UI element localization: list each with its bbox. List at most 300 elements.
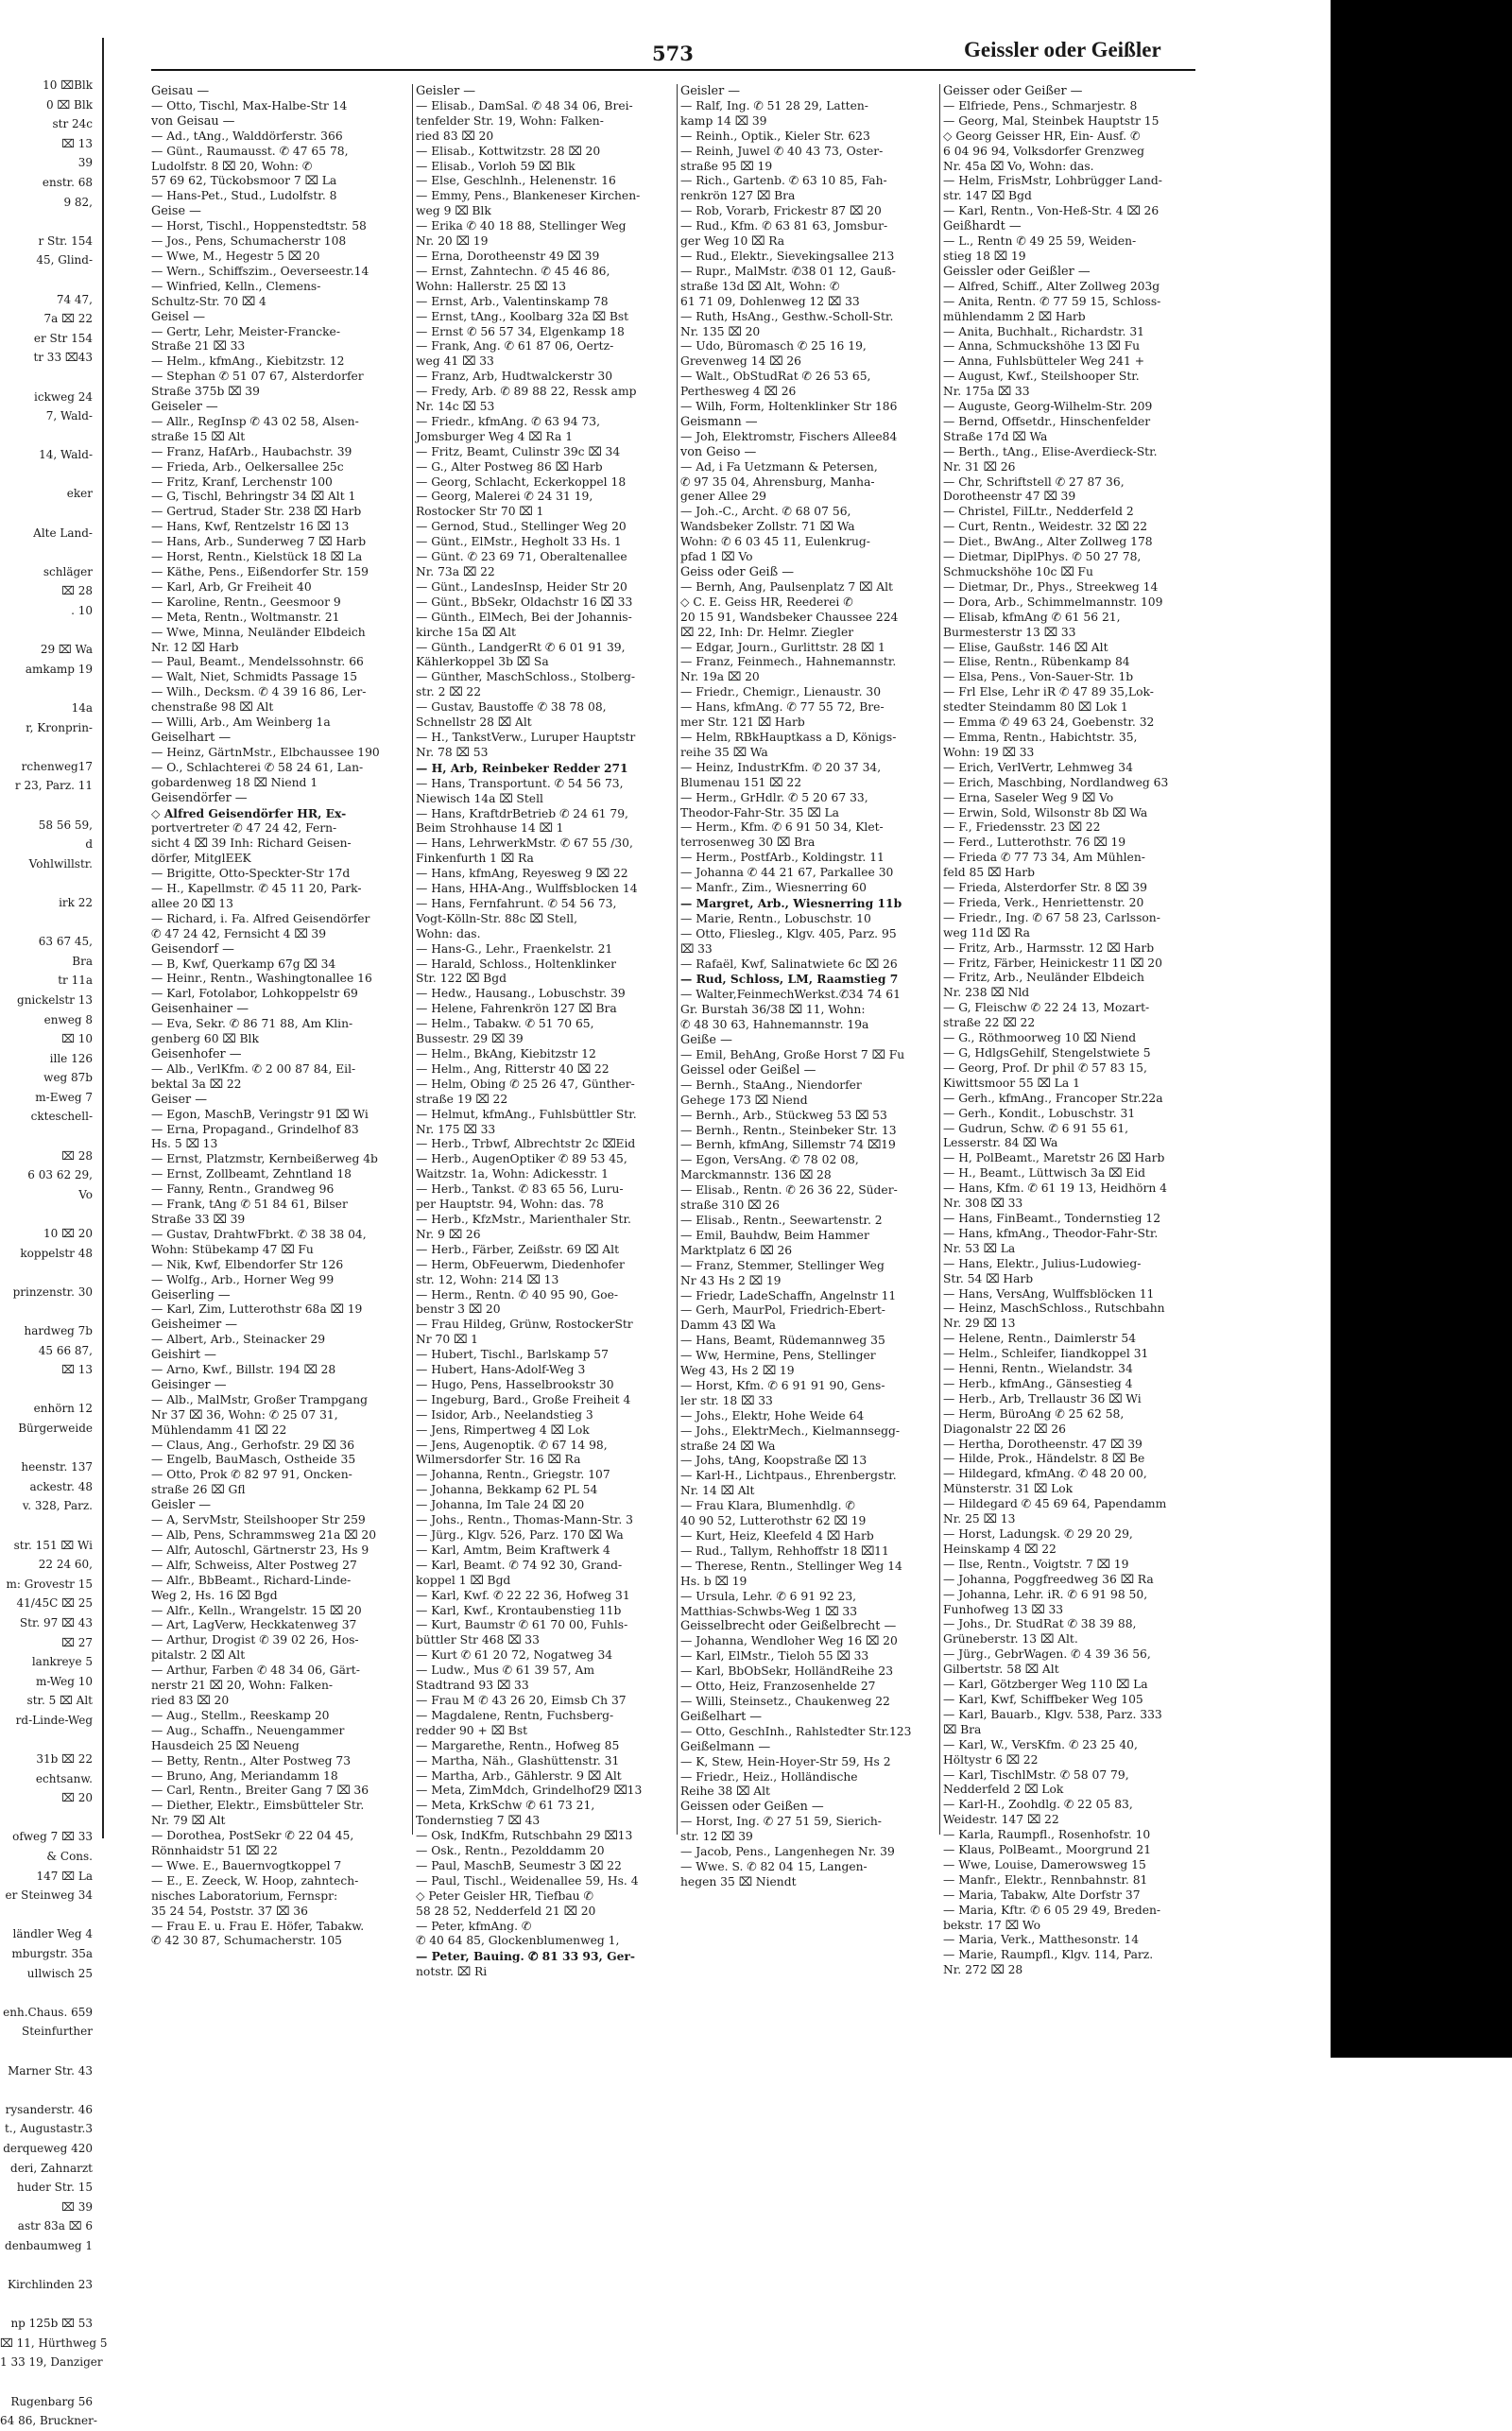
directory-entry: Funhofweg 13 ⌧ 33 <box>943 1602 1064 1616</box>
left-fragment-line: derqueweg 420 <box>3 2141 93 2155</box>
directory-entry: — Wwe, M., Hegestr 5 ⌧ 20 <box>151 249 320 263</box>
surname-heading: Geisenhofer — <box>151 1047 242 1061</box>
directory-entry: — Frank, tAng ✆ 51 84 61, Bilser <box>151 1198 348 1212</box>
directory-entry: Nr. 175a ⌧ 33 <box>943 385 1030 399</box>
directory-entry: — Ferd., Lutterothstr. 76 ⌧ 19 <box>943 836 1126 850</box>
directory-entry: bekstr. 17 ⌧ Wo <box>943 1918 1041 1932</box>
directory-entry: 58 28 52, Nedderfeld 21 ⌧ 20 <box>416 1904 596 1918</box>
directory-entry: — Karl, Kwf., Krontaubenstieg 11b <box>416 1603 622 1617</box>
surname-heading: Geisser oder Geißer — <box>943 84 1083 98</box>
directory-entry: — Johanna, Wendloher Weg 16 ⌧ 20 <box>680 1634 898 1648</box>
directory-entry: Nr. 308 ⌧ 33 <box>943 1197 1023 1211</box>
left-fragment-line <box>0 426 102 446</box>
directory-entry: — Fritz, Kranf, Lerchenstr 100 <box>151 474 333 489</box>
directory-entry: — Helene, Fahrenkrön 127 ⌧ Bra <box>416 1002 617 1016</box>
directory-entry: — Herb., Färber, Zeißstr. 69 ⌧ Alt <box>416 1242 620 1256</box>
directory-entry: Nr. 53 ⌧ La <box>943 1241 1016 1255</box>
left-fragment-line: enh.Chaus. 659 <box>3 2005 93 2019</box>
directory-entry: — Hedw., Hausang., Lobuschstr. 39 <box>416 987 626 1001</box>
directory-entry: — Elise, Rentn., Rübenkamp 84 <box>943 655 1130 669</box>
directory-entry: Nr. 9 ⌧ 26 <box>416 1227 481 1241</box>
directory-entry: — Erika ✆ 40 18 88, Stellinger Weg <box>416 219 627 233</box>
left-fragment-line <box>0 1730 102 1750</box>
directory-entry: — Bernh, kfmAng, Sillemstr 74 ⌧19 <box>680 1138 896 1152</box>
directory-entry: — Frank, Ang. ✆ 61 87 06, Oertz- <box>416 339 614 353</box>
directory-entry: str. 12 ⌧ 39 <box>680 1830 753 1844</box>
left-fragment-line: denbaumweg 1 <box>5 2238 93 2252</box>
directory-entry: — G., Alter Postweg 86 ⌧ Harb <box>416 459 603 474</box>
directory-entry: — Eva, Sekr. ✆ 86 71 88, Am Klin- <box>151 1017 353 1031</box>
directory-entry: — Joh, Elektromstr, Fischers Allee84 <box>680 429 898 443</box>
left-fragment-line: rd-Linde-Weg <box>15 1713 93 1727</box>
surname-heading: Geisinger — <box>151 1377 227 1392</box>
left-fragment-line <box>0 270 102 290</box>
left-fragment-line: huder Str. 15 <box>16 2181 93 2195</box>
surname-heading: Geissen oder Geißen — <box>680 1800 824 1815</box>
directory-entry: Schnellstr 28 ⌧ Alt <box>416 716 532 730</box>
directory-entry: — Gerh, MaurPol, Friedrich-Ebert- <box>680 1303 885 1318</box>
left-fragment-line: heenstr. 137 <box>21 1460 93 1474</box>
directory-entry: — Otto, Prok ✆ 82 97 91, Oncken- <box>151 1468 352 1482</box>
directory-entry: — Franz, HafArb., Haubachstr. 39 <box>151 444 352 458</box>
directory-entry: nisches Laboratorium, Fernspr: <box>151 1888 338 1903</box>
directory-entry: — Rich., Gartenb. ✆ 63 10 85, Fah- <box>680 174 887 188</box>
directory-entry: — Rob, Vorarb, Frickestr 87 ⌧ 20 <box>680 204 882 218</box>
directory-entry: — Karl, Kwf, Schiffbeker Weg 105 <box>943 1692 1143 1706</box>
directory-entry: — Fanny, Rentn., Grandweg 96 <box>151 1182 335 1197</box>
left-fragment-line: & Cons. <box>46 1850 93 1864</box>
directory-entry: — Hildegard ✆ 45 69 64, Papendamm <box>943 1497 1167 1511</box>
directory-entry: — Horst, Rentn., Kielstück 18 ⌧ La <box>151 550 363 564</box>
left-fragment-line: ackestr. 48 <box>29 1479 93 1493</box>
directory-entry: — Elise, Gaußstr. 146 ⌧ Alt <box>943 640 1108 654</box>
directory-entry: Weg 2, Hs. 16 ⌧ Bgd <box>151 1588 278 1602</box>
left-fragment-line: . 10 <box>71 604 93 618</box>
left-fragment-line: Marner Str. 43 <box>8 2063 93 2078</box>
directory-entry: — Karl, TischlMstr. ✆ 58 07 79, <box>943 1767 1129 1782</box>
directory-entry: — Jürg., Klgv. 526, Parz. 170 ⌧ Wa <box>416 1528 624 1542</box>
directory-entry: straße 26 ⌧ Gfl <box>151 1483 246 1497</box>
directory-entry: — Marie, Raumpfl., Klgv. 114, Parz. <box>943 1948 1154 1962</box>
directory-entry: — Egon, MaschB, Veringstr 91 ⌧ Wi <box>151 1107 369 1121</box>
directory-entry: — Rud, Schloss, LM, Raamstieg 7 <box>680 972 899 987</box>
left-fragment-line: 29 ⌧ Wa <box>40 643 93 657</box>
directory-entry: — Wilh., Decksm. ✆ 4 39 16 86, Ler- <box>151 685 367 699</box>
directory-entry: — Anita, Rentn. ✆ 77 59 15, Schloss- <box>943 294 1161 308</box>
directory-entry: — Gertr, Lehr, Meister-Francke- <box>151 324 340 338</box>
left-fragment-line: Alte Land- <box>33 526 93 540</box>
left-fragment-line <box>0 1127 102 1147</box>
directory-entry: — Hans, Kwf, Rentzelstr 16 ⌧ 13 <box>151 520 350 534</box>
directory-entry: — Johs., Elektr, Hohe Weide 64 <box>680 1408 865 1422</box>
directory-column-4 <box>943 84 1200 1977</box>
left-fragment-line <box>0 1380 102 1400</box>
directory-entry: — Chr, Schriftstell ✆ 27 87 36, <box>943 474 1125 489</box>
left-fragment-line: 74 47, <box>56 292 93 306</box>
directory-entry: — Frau Klara, Blumenhdlg. ✆ <box>680 1499 855 1513</box>
directory-entry: — Walter,FeinmechWerkst.✆34 74 61 <box>680 988 901 1002</box>
directory-entry: Tondernstieg 7 ⌧ 43 <box>416 1814 541 1828</box>
directory-entry: büttler Str 468 ⌧ 33 <box>416 1633 540 1647</box>
left-fragment-line: 14, Wald- <box>39 448 93 462</box>
directory-entry: 35 24 54, Poststr. 37 ⌧ 36 <box>151 1904 308 1918</box>
directory-entry: — Fritz, Arb., Harmsstr. 12 ⌧ Harb <box>943 940 1155 955</box>
left-fragment-line: ländler Weg 4 <box>12 1927 93 1941</box>
directory-entry: — Hans, kfmAng. ✆ 77 55 72, Bre- <box>680 700 885 715</box>
directory-entry: — Günth., ElMech, Bei der Johannis- <box>416 610 632 624</box>
surname-heading: Geisel — <box>151 309 205 324</box>
left-fragment-line: Str. 97 ⌧ 43 <box>19 1615 93 1629</box>
directory-entry: — Helm., Tabakw. ✆ 51 70 65, <box>416 1017 594 1031</box>
directory-entry: Dorotheenstr 47 ⌧ 39 <box>943 490 1076 504</box>
directory-entry: Straße 21 ⌧ 33 <box>151 339 246 353</box>
directory-entry: Nr. 25 ⌧ 13 <box>943 1512 1016 1526</box>
directory-entry: Straße 33 ⌧ 39 <box>151 1212 246 1226</box>
directory-entry: ler str. 18 ⌧ 33 <box>680 1393 773 1407</box>
directory-entry: — F., Friedensstr. 23 ⌧ 22 <box>943 820 1101 835</box>
left-fragment-line: 0 ⌧ Blk <box>45 97 93 112</box>
directory-entry: — Herb., Arb, Trellaustr 36 ⌧ Wi <box>943 1391 1142 1405</box>
directory-entry: Lesserstr. 84 ⌧ Wa <box>943 1136 1058 1150</box>
directory-entry: — Meta, ZimMdch, Grindelhof29 ⌧13 <box>416 1784 643 1798</box>
directory-entry: Waitzstr. 1a, Wohn: Adickesstr. 1 <box>416 1167 609 1181</box>
directory-entry: ✆ 97 35 04, Ahrensburg, Manha- <box>680 474 875 489</box>
left-fragment-line: rysanderstr. 46 <box>5 2102 93 2116</box>
directory-entry: — Frau M ✆ 43 26 20, Eimsb Ch 37 <box>416 1693 627 1707</box>
directory-entry: — Günt. ✆ 23 69 71, Oberaltenallee <box>416 550 627 564</box>
surname-heading: Geisler — <box>680 84 741 98</box>
directory-entry: ◇ Peter Geisler HR, Tiefbau ✆ <box>416 1888 593 1903</box>
directory-entry: — Johanna, Im Tale 24 ⌧ 20 <box>416 1498 585 1512</box>
directory-entry: — Jos., Pens, Schumacherstr 108 <box>151 234 347 249</box>
left-fragment-line: ckteschell- <box>30 1110 93 1124</box>
directory-entry: — Rupr., MalMstr. ✆38 01 12, Gauß- <box>680 264 896 278</box>
directory-entry: Marckmannstr. 136 ⌧ 28 <box>680 1168 832 1182</box>
directory-entry: hegen 35 ⌧ Niendt <box>680 1874 797 1888</box>
left-fragment-line: eker <box>66 487 93 501</box>
surname-heading: von Geisau — <box>151 113 235 129</box>
directory-entry: — Peter, Bauing. ✆ 81 33 93, Ger- <box>416 1949 635 1964</box>
directory-entry: notstr. ⌧ Ri <box>416 1965 488 1979</box>
directory-entry: — Karl, Beamt. ✆ 74 92 30, Grand- <box>416 1558 623 1572</box>
directory-entry: redder 90 + ⌧ Bst <box>416 1723 528 1737</box>
directory-entry: — Elisab., Vorloh 59 ⌧ Blk <box>416 159 576 173</box>
directory-entry: bektal 3a ⌧ 22 <box>151 1077 242 1091</box>
directory-entry: — Jacob, Pens., Langenhegen Nr. 39 <box>680 1845 895 1859</box>
directory-entry: — Betty, Rentn., Alter Postweg 73 <box>151 1753 352 1767</box>
directory-entry: — H., TankstVerw., Luruper Hauptstr <box>416 730 636 744</box>
directory-entry: — Hans-G., Lehr., Fraenkelstr. 21 <box>416 941 613 956</box>
directory-entry: — Horst, Tischl., Hoppenstedtstr. 58 <box>151 219 367 233</box>
left-fragment-line: Kirchlinden 23 <box>8 2278 93 2292</box>
column-divider <box>939 84 940 1835</box>
directory-entry: — Ernst, Arb., Valentinskamp 78 <box>416 294 609 308</box>
left-fragment-line: gnickelstr 13 <box>17 992 93 1007</box>
left-fragment-line: ille 126 <box>49 1051 93 1065</box>
surname-heading: Geiße — <box>680 1033 732 1048</box>
directory-entry: — Karoline, Rentn., Geesmoor 9 <box>151 595 341 609</box>
directory-entry: — Ernst, tAng., Koolbarg 32a ⌧ Bst <box>416 309 629 323</box>
directory-entry: 40 90 52, Lutterothstr 62 ⌧ 19 <box>680 1514 867 1528</box>
column-divider <box>412 84 413 1835</box>
surname-heading: Geise — <box>151 204 201 219</box>
left-fragment-line <box>0 212 102 232</box>
directory-entry: — Reinh., Optik., Kieler Str. 623 <box>680 129 870 143</box>
directory-entry: — Osk, IndKfm, Rutschbahn 29 ⌧13 <box>416 1829 633 1843</box>
directory-entry: Rostocker Str 70 ⌧ 1 <box>416 505 544 519</box>
directory-entry: benstr 3 ⌧ 20 <box>416 1302 501 1317</box>
directory-entry: Schmuckshöhe 10c ⌧ Fu <box>943 565 1093 578</box>
surname-heading: Geiserling — <box>151 1287 231 1302</box>
directory-entry: — Wwe, Minna, Neuländer Elbdeich <box>151 625 366 639</box>
directory-entry: — Frieda, Verk., Henriettenstr. 20 <box>943 895 1144 909</box>
directory-entry: — Art, LagVerw, Heckkatenweg 37 <box>151 1618 357 1632</box>
left-fragment-line <box>0 2372 102 2392</box>
directory-entry: — Emil, BehAng, Große Horst 7 ⌧ Fu <box>680 1048 905 1061</box>
directory-entry: straße 22 ⌧ 22 <box>943 1016 1036 1030</box>
directory-entry: — Karl-H., Zoohdlg. ✆ 22 05 83, <box>943 1798 1133 1812</box>
directory-entry: — Bruno, Ang, Meriandamm 18 <box>151 1768 338 1783</box>
directory-entry: allee 20 ⌧ 13 <box>151 896 233 910</box>
directory-entry: — Franz, Stemmer, Stellinger Weg <box>680 1258 885 1272</box>
directory-entry: genberg 60 ⌧ Blk <box>151 1032 259 1046</box>
left-fragment-line <box>0 737 102 757</box>
directory-entry: 6 04 96 94, Volksdorfer Grenzweg <box>943 144 1144 158</box>
left-fragment-line <box>0 679 102 698</box>
directory-entry: ✆ 40 64 85, Glockenblumenweg 1, <box>416 1934 620 1948</box>
left-fragment-line: echtsanw. <box>35 1771 93 1785</box>
surname-heading: Geiser — <box>151 1092 208 1107</box>
left-fragment-line: rchenweg17 <box>21 759 93 773</box>
directory-entry: — G, Tischl, Behringstr 34 ⌧ Alt 1 <box>151 490 356 504</box>
directory-entry: Nr 37 ⌧ 36, Wohn: ✆ 25 07 31, <box>151 1407 338 1422</box>
directory-entry: — Karla, Raumpfl., Rosenhofstr. 10 <box>943 1828 1151 1842</box>
directory-entry: — Joh.-C., Archt. ✆ 68 07 56, <box>680 505 851 519</box>
directory-entry: gener Allee 29 <box>680 490 766 504</box>
directory-entry: — Willi, Steinsetz., Chaukenweg 22 <box>680 1694 890 1708</box>
directory-entry: — Peter, kfmAng. ✆ <box>416 1919 532 1933</box>
left-fragment-line: astr 83a ⌧ 6 <box>17 2219 93 2233</box>
directory-entry: — Herm, ObFeuerwm, Diedenhofer <box>416 1257 625 1271</box>
directory-entry: Nedderfeld 2 ⌧ Lok <box>943 1783 1064 1797</box>
directory-entry: — Hans-Pet., Stud., Ludolfstr. 8 <box>151 189 337 203</box>
left-fragment-line <box>0 368 102 388</box>
directory-entry: — H., Beamt., Lüttwisch 3a ⌧ Eid <box>943 1166 1146 1181</box>
directory-entry: — Winfried, Kelln., Clemens- <box>151 279 321 293</box>
directory-entry: — Meta, Rentn., Woltmanstr. 21 <box>151 610 340 624</box>
surname-heading: Geisendörfer — <box>151 790 248 805</box>
directory-entry: — Klaus, PolBeamt., Moorgrund 21 <box>943 1843 1152 1857</box>
directory-entry: — Anita, Buchhalt., Richardstr. 31 <box>943 324 1144 338</box>
directory-entry: — K, Stew, Hein-Hoyer-Str 59, Hs 2 <box>680 1754 891 1768</box>
directory-entry: — Karl, ElMstr., Tieloh 55 ⌧ 33 <box>680 1649 869 1664</box>
left-fragment-line: enweg 8 <box>43 1012 93 1026</box>
directory-entry: — Erich, VerlVertr, Lehmweg 34 <box>943 760 1133 774</box>
left-fragment-line: ullwisch 25 <box>26 1966 93 1980</box>
left-fragment-line <box>0 796 102 816</box>
left-fragment-line: 10 ⌧ 20 <box>43 1227 93 1241</box>
directory-entry: Höltystr 6 ⌧ 22 <box>943 1752 1039 1767</box>
directory-entry: — Maria, Verk., Matthesonstr. 14 <box>943 1933 1140 1947</box>
directory-entry: — G., Röthmoorweg 10 ⌧ Niend <box>943 1031 1137 1045</box>
left-fragment-line: schläger <box>43 564 93 578</box>
left-fragment-line: 39 <box>77 156 93 170</box>
directory-entry: — Walt, Niet, Schmidts Passage 15 <box>151 670 358 684</box>
directory-entry: Nr. 12 ⌧ Harb <box>151 640 239 654</box>
directory-entry: — Hubert, Tischl., Barlskamp 57 <box>416 1348 609 1362</box>
directory-entry: — Meta, KrkSchw ✆ 61 73 21, <box>416 1799 595 1813</box>
directory-entry: — Elsa, Pens., Von-Sauer-Str. 1b <box>943 670 1134 684</box>
directory-entry: — Isidor, Arb., Neelandstieg 3 <box>416 1407 593 1422</box>
surname-heading: Geisler — <box>151 1498 212 1513</box>
directory-entry: — Günt., LandesInsp, Heider Str 20 <box>416 579 627 594</box>
left-fragment-line <box>0 2080 102 2100</box>
left-fragment-line: str. 151 ⌧ Wi <box>13 1538 93 1552</box>
left-fragment-line: 6 03 62 29, <box>27 1168 93 1182</box>
directory-entry: — Ruth, HsAng., Gesthw.-Scholl-Str. <box>680 309 894 323</box>
left-fragment-line: 14a <box>71 701 93 715</box>
directory-entry: gobardenweg 18 ⌧ Niend 1 <box>151 775 318 789</box>
directory-entry: Heinskamp 4 ⌧ 22 <box>943 1542 1057 1556</box>
directory-entry: — H., Kapellmstr. ✆ 45 11 20, Park- <box>151 882 362 896</box>
left-fragment-line: irk 22 <box>59 895 93 909</box>
directory-entry: — Frieda, Arb., Oelkersallee 25c <box>151 459 344 474</box>
left-fragment-line: Vo <box>78 1187 93 1201</box>
surname-heading: Geisendorf — <box>151 941 234 957</box>
surname-heading: Geissel oder Geißel — <box>680 1062 816 1078</box>
directory-entry: Nr 43 Hs 2 ⌧ 19 <box>680 1273 782 1287</box>
directory-entry: — Rud., Kfm. ✆ 63 81 63, Jomsbur- <box>680 219 888 233</box>
left-fragment-line: 9 82, <box>63 195 93 209</box>
column-divider <box>677 84 678 1835</box>
directory-entry: kirche 15a ⌧ Alt <box>416 625 516 639</box>
directory-entry: — Margarethe, Rentn., Hofweg 85 <box>416 1738 620 1752</box>
directory-entry: — Gustav, Baustoffe ✆ 38 78 08, <box>416 700 607 715</box>
directory-entry: — Helm., Schleifer, Iiandkoppel 31 <box>943 1347 1149 1361</box>
directory-entry: — Johanna, Poggfreedweg 36 ⌧ Ra <box>943 1572 1154 1586</box>
directory-entry: Beim Strohhause 14 ⌧ 1 <box>416 821 564 836</box>
left-fragment-line <box>0 621 102 641</box>
directory-entry: straße 24 ⌧ Wa <box>680 1439 776 1453</box>
directory-entry: Vogt-Kölln-Str. 88c ⌧ Stell, <box>416 911 577 925</box>
directory-entry: — Carl, Rentn., Breiter Gang 7 ⌧ 36 <box>151 1784 369 1798</box>
surname-heading: Geishirt — <box>151 1348 216 1363</box>
left-fragment-line <box>0 2042 102 2061</box>
directory-entry: — Arthur, Drogist ✆ 39 02 26, Hos- <box>151 1633 359 1647</box>
directory-entry: weg 11d ⌧ Ra <box>943 925 1030 940</box>
directory-entry: Gilbertstr. 58 ⌧ Alt <box>943 1663 1059 1677</box>
directory-entry: — Otto, GeschInh., Rahlstedter Str.123 <box>680 1724 912 1738</box>
directory-entry: sicht 4 ⌧ 39 Inh: Richard Geisen- <box>151 836 352 851</box>
left-fragment-line: 31b ⌧ 22 <box>36 1752 93 1767</box>
directory-entry: — Ludw., Mus ✆ 61 39 57, Am <box>416 1664 595 1678</box>
directory-entry: — Hans, Elektr., Julius-Ludowieg- <box>943 1256 1142 1270</box>
directory-entry: — Helm., Ang, Ritterstr 40 ⌧ 22 <box>416 1061 610 1076</box>
left-fragment-line: m-Eweg 7 <box>35 1090 93 1104</box>
directory-entry: — Martha, Näh., Glashüttenstr. 31 <box>416 1753 620 1767</box>
directory-entry: — Herm., Rentn. ✆ 40 95 90, Goe- <box>416 1287 619 1302</box>
directory-entry: — Herb., Trbwf, Albrechtstr 2c ⌧Eid <box>416 1137 636 1151</box>
directory-entry: — Günth., LandgerRt ✆ 6 01 91 39, <box>416 640 626 654</box>
directory-entry: — Karl, Arb, Gr Freiheit 40 <box>151 579 312 594</box>
left-fragment-line <box>0 873 102 893</box>
directory-entry: — Hans, VersAng, Wulffsblöcken 11 <box>943 1286 1155 1301</box>
directory-entry: — Alb., MalMstr, Großer Trampgang <box>151 1392 368 1406</box>
directory-entry: — Hans, kfmAng., Theodor-Fahr-Str. <box>943 1226 1159 1240</box>
left-fragment-line <box>0 2295 102 2315</box>
directory-entry: — Brigitte, Otto-Speckter-Str 17d <box>151 867 351 881</box>
left-fragment-line: 7, Wald- <box>45 409 93 423</box>
directory-entry: Schultz-Str. 70 ⌧ 4 <box>151 294 266 308</box>
directory-entry: — Helm, FrisMstr, Lohbrügger Land- <box>943 174 1162 188</box>
directory-entry: straße 19 ⌧ 22 <box>416 1092 508 1106</box>
directory-entry: — Wwe. E., Bauernvogtkoppel 7 <box>151 1858 342 1872</box>
directory-entry: — Else, Geschlnh., Helenenstr. 16 <box>416 174 616 188</box>
directory-entry: — Elisab, kfmAng ✆ 61 56 21, <box>943 610 1121 624</box>
directory-entry: — Egon, VersAng. ✆ 78 02 08, <box>680 1153 859 1167</box>
directory-entry: — Günt., ElMstr., Hegholt 33 Hs. 1 <box>416 535 622 549</box>
directory-entry: Gr. Burstah 36/38 ⌧ 11, Wohn: <box>680 1003 866 1017</box>
directory-entry: Wohn: ✆ 6 03 45 11, Eulenkrug- <box>680 535 870 549</box>
running-head: Geissler oder Geißler <box>964 38 1161 61</box>
directory-entry: — Johanna, Bekkamp 62 PL 54 <box>416 1483 598 1497</box>
left-fragment-line: v. 328, Parz. <box>22 1499 93 1513</box>
directory-entry: — Christel, FilLtr., Nedderfeld 2 <box>943 505 1134 519</box>
directory-entry: — Hans, Beamt, Rüdemannweg 35 <box>680 1334 885 1348</box>
directory-entry: Stadtrand 93 ⌧ 33 <box>416 1679 529 1693</box>
left-fragment-line: ⌧ 28 <box>61 584 93 598</box>
directory-entry: — Hugo, Pens, Hasselbrookstr 30 <box>416 1377 614 1391</box>
directory-entry: — Fredy, Arb. ✆ 89 88 22, Ressk amp <box>416 385 637 399</box>
directory-entry: — Ernst, Platzmstr, Kernbeißerweg 4b <box>151 1152 378 1166</box>
directory-entry: — Martha, Arb., Gählerstr. 9 ⌧ Alt <box>416 1768 622 1783</box>
directory-entry: Nr. 73a ⌧ 22 <box>416 565 495 578</box>
directory-entry: — Georg, Schlacht, Eckerkoppel 18 <box>416 474 627 489</box>
header-rule <box>151 69 1195 71</box>
left-fragment-line: ⌧ 39 <box>61 2199 93 2214</box>
left-fragment-line <box>0 1983 102 2003</box>
directory-entry: — Heinz, GärtnMstr., Elbchaussee 190 <box>151 745 380 759</box>
directory-entry: ⌧ Bra <box>943 1722 982 1736</box>
directory-entry: — Horst, Ing. ✆ 27 51 59, Sierich- <box>680 1815 882 1829</box>
directory-entry: — Otto, Tischl, Max-Halbe-Str 14 <box>151 98 348 112</box>
directory-entry: — Stephan ✆ 51 07 67, Alsterdorfer <box>151 370 364 384</box>
directory-entry: — Friedr., kfmAng. ✆ 63 94 73, <box>416 414 600 428</box>
left-fragment-line: prinzenstr. 30 <box>12 1284 93 1299</box>
directory-entry: — Horst, Ladungsk. ✆ 29 20 29, <box>943 1527 1133 1541</box>
left-fragment-line: 7a ⌧ 22 <box>43 312 93 326</box>
left-fragment-line <box>0 465 102 485</box>
directory-entry: — Alfr, Schweiss, Alter Postweg 27 <box>151 1558 357 1572</box>
directory-entry: mühlendamm 2 ⌧ Harb <box>943 309 1086 323</box>
directory-entry: — Edgar, Journ., Gurlittstr. 28 ⌧ 1 <box>680 640 885 654</box>
directory-entry: — Herm., GrHdlr. ✆ 5 20 67 33, <box>680 790 868 804</box>
directory-entry: — Karl, Fotolabor, Lohkoppelstr 69 <box>151 987 358 1001</box>
left-fragment-line: enhörn 12 <box>33 1402 93 1416</box>
directory-entry: — Frl Else, Lehr iR ✆ 47 89 35,Lok- <box>943 685 1154 699</box>
directory-entry: — Wwe. S. ✆ 82 04 15, Langen- <box>680 1859 868 1873</box>
directory-entry: mer Str. 121 ⌧ Harb <box>680 716 805 730</box>
directory-entry: 20 15 91, Wandsbeker Chaussee 224 <box>680 610 899 624</box>
directory-entry: — Hans, HHA-Ang., Wulffsblocken 14 <box>416 882 638 896</box>
directory-column-3 <box>680 84 937 1888</box>
directory-entry: Nr. 135 ⌧ 20 <box>680 324 761 338</box>
directory-entry: — Erwin, Sold, Wilsonstr 8b ⌧ Wa <box>943 805 1148 819</box>
directory-entry: — Georg, Mal, Steinbek Hauptstr 15 <box>943 113 1160 128</box>
directory-entry: — Erna, Saseler Weg 9 ⌧ Vo <box>943 790 1114 804</box>
directory-entry: Kählerkoppel 3b ⌧ Sa <box>416 655 549 669</box>
surname-heading: Geismann — <box>680 414 758 429</box>
